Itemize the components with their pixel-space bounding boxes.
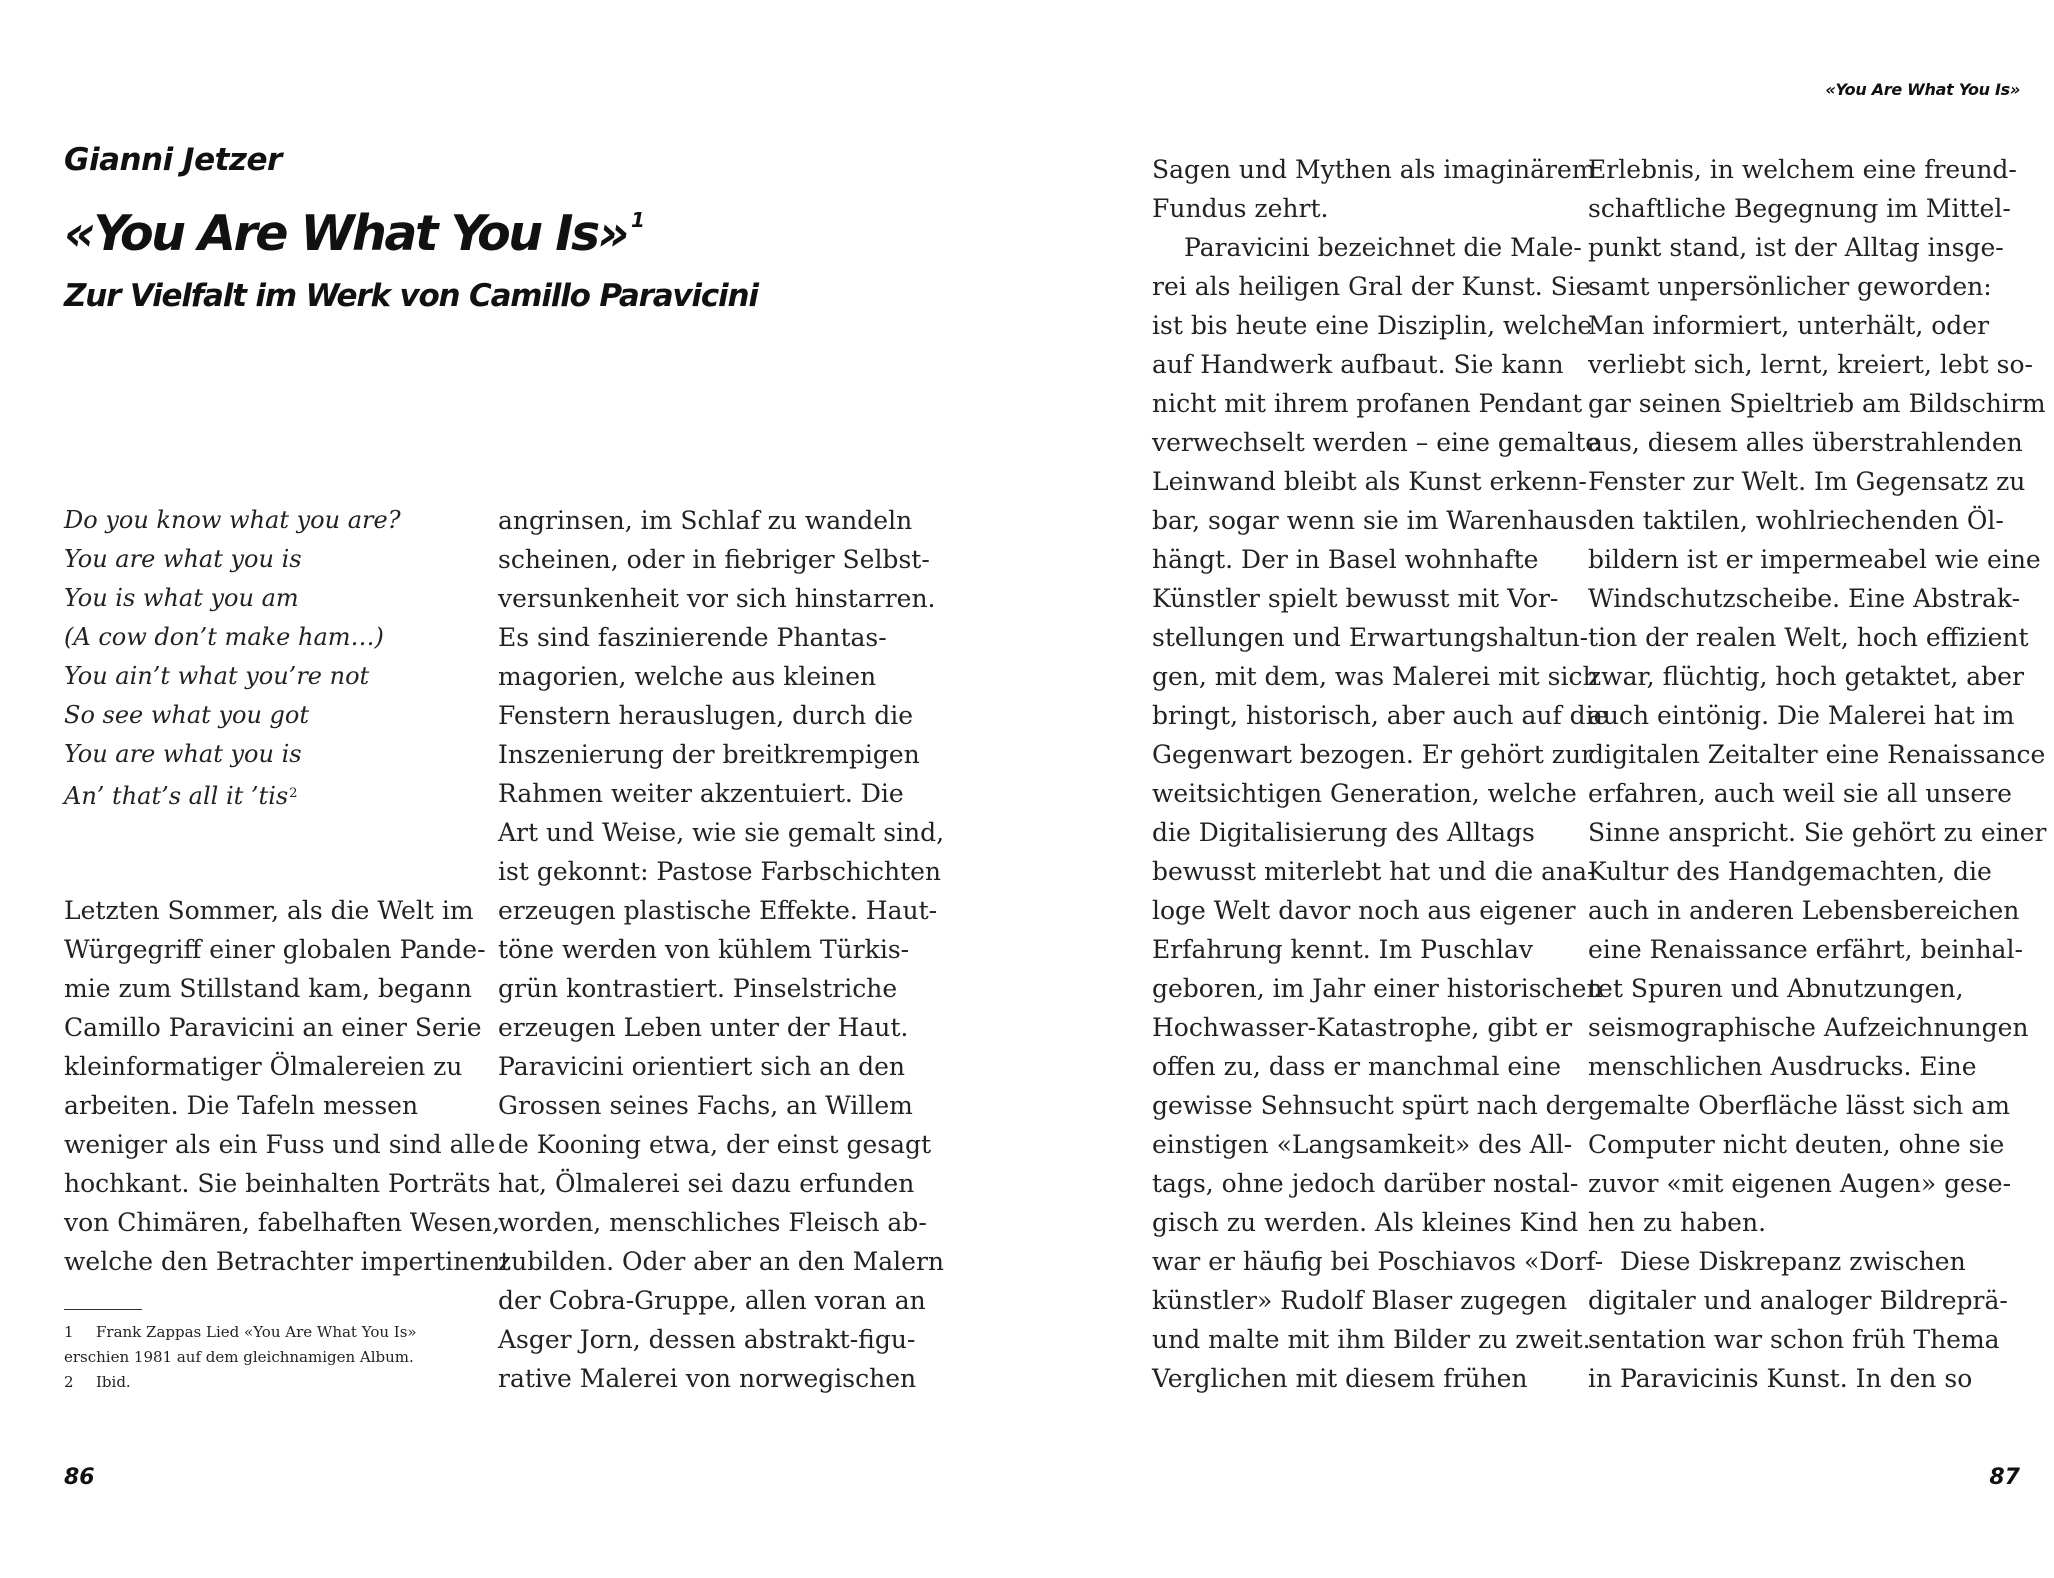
body-column-4 xyxy=(1588,150,2047,1398)
text-line: schaftliche Begegnung im Mittel- xyxy=(1588,194,2011,223)
author-name: Gianni Jetzer xyxy=(64,142,282,178)
footnote-number: 2 xyxy=(64,1373,74,1391)
text-line: menschlichen Ausdrucks. Eine xyxy=(1588,1052,1977,1081)
verse-line: You ain’t what you’re not xyxy=(64,662,370,690)
text-line: gar seinen Spieltrieb am Bildschirm xyxy=(1588,389,2046,418)
text-line: weitsichtigen Generation, welche xyxy=(1152,779,1577,808)
text-line: Kultur des Handgemachten, die xyxy=(1588,857,1992,886)
text-line: nicht mit ihrem profanen Pendant xyxy=(1152,389,1583,418)
text-line: verwechselt werden – eine gemalte xyxy=(1152,428,1601,457)
text-line: Erlebnis, in welchem eine freund- xyxy=(1588,155,2017,184)
text-line: Sagen und Mythen als imaginärem xyxy=(1152,155,1596,184)
text-line: Inszenierung der breitkrempigen xyxy=(498,740,920,769)
text-line: hochkant. Sie beinhalten Porträts xyxy=(64,1169,491,1198)
text-line: punkt stand, ist der Alltag insge- xyxy=(1588,233,2004,262)
verse-footnote-marker[interactable]: 2 xyxy=(289,786,298,801)
text-line: geboren, im Jahr einer historischen xyxy=(1152,974,1603,1003)
title-footnote-marker[interactable]: 1 xyxy=(631,207,645,232)
verse-line: You are what you is xyxy=(64,740,302,768)
text-line: Erfahrung kennt. Im Puschlav xyxy=(1152,935,1534,964)
text-line: bar, sogar wenn sie im Warenhaus xyxy=(1152,506,1588,535)
text-line: angrinsen, im Schlaf zu wandeln xyxy=(498,506,913,535)
text-line: auch in anderen Lebensbereichen xyxy=(1588,896,2020,925)
text-line-paragraph-start: Paravicini bezeichnet die Male- xyxy=(1184,233,1582,262)
text-line: hängt. Der in Basel wohnhafte xyxy=(1152,545,1539,574)
text-line: verliebt sich, lernt, kreiert, lebt so- xyxy=(1588,350,2033,379)
verse-line: You are what you is xyxy=(64,545,302,573)
text-line: ist gekonnt: Pastose Farbschichten xyxy=(498,857,942,886)
page-number-left: 86 xyxy=(64,1465,95,1490)
text-line: mie zum Stillstand kam, begann xyxy=(64,974,472,1003)
text-line: war er häufig bei Poschiavos «Dorf- xyxy=(1152,1247,1604,1276)
text-line: scheinen, oder in fiebriger Selbst- xyxy=(498,545,930,574)
text-line: die Digitalisierung des Alltags xyxy=(1152,818,1535,847)
text-line: Art und Weise, wie sie gemalt sind, xyxy=(498,818,945,847)
text-line: erzeugen Leben unter der Haut. xyxy=(498,1013,909,1042)
text-line: gewisse Sehnsucht spürt nach der xyxy=(1152,1091,1589,1120)
footnote-text: Ibid. xyxy=(96,1373,131,1391)
text-line: magorien, welche aus kleinen xyxy=(498,662,877,691)
text-line: gen, mit dem, was Malerei mit sich xyxy=(1152,662,1599,691)
text-line: auf Handwerk aufbaut. Sie kann xyxy=(1152,350,1564,379)
text-line: zuvor «mit eigenen Augen» gese- xyxy=(1588,1169,2012,1198)
text-line: Leinwand bleibt als Kunst erkenn- xyxy=(1152,467,1587,496)
text-line: offen zu, dass er manchmal eine xyxy=(1152,1052,1562,1081)
text-line: welche den Betrachter impertinent xyxy=(64,1247,511,1276)
text-line: Verglichen mit diesem frühen xyxy=(1152,1364,1528,1393)
text-line: töne werden von kühlem Türkis- xyxy=(498,935,910,964)
verse-line: You is what you am xyxy=(64,584,299,612)
text-line: erfahren, auch weil sie all unsere xyxy=(1588,779,2012,808)
text-line: Asger Jorn, dessen abstrakt-figu- xyxy=(498,1325,916,1354)
footnote-divider xyxy=(64,1309,142,1310)
text-line: Paravicini orientiert sich an den xyxy=(498,1052,906,1081)
text-line: tion der realen Welt, hoch effizient xyxy=(1588,623,2029,652)
footnote-1-continued xyxy=(64,1345,417,1370)
text-line-paragraph-start: Diese Diskrepanz zwischen xyxy=(1620,1247,1966,1276)
text-line: Letzten Sommer, als die Welt im xyxy=(64,896,474,925)
text-line: rative Malerei von norwegischen xyxy=(498,1364,917,1393)
text-line: eine Renaissance erfährt, beinhal- xyxy=(1588,935,2023,964)
footnotes xyxy=(64,1320,417,1395)
body-column-2 xyxy=(498,501,944,1398)
text-line: bildern ist er impermeabel wie eine xyxy=(1588,545,2041,574)
verse-line: (A cow don’t make ham…) xyxy=(64,623,384,651)
text-line: Grossen seines Fachs, an Willem xyxy=(498,1091,913,1120)
verse-line: So see what you got xyxy=(64,701,310,729)
article-title-text: «You Are What You Is» xyxy=(64,205,627,262)
text-line: Camillo Paravicini an einer Serie xyxy=(64,1013,482,1042)
body-column-3 xyxy=(1152,150,1608,1398)
text-line: Fenstern herauslugen, durch die xyxy=(498,701,914,730)
text-line: Hochwasser-Katastrophe, gibt er xyxy=(1152,1013,1573,1042)
text-line: seismographische Aufzeichnungen xyxy=(1588,1013,2029,1042)
text-line: Würgegriff einer globalen Pande- xyxy=(64,935,486,964)
article-subtitle: Zur Vielfalt im Werk von Camillo Paravicini xyxy=(64,278,758,314)
text-line: loge Welt davor noch aus eigener xyxy=(1152,896,1576,925)
text-line: worden, menschliches Fleisch ab- xyxy=(498,1208,927,1237)
footnote-text: erschien 1981 auf dem gleichnamigen Album. xyxy=(64,1348,414,1366)
footnote-text: Frank Zappas Lied «You Are What You Is» xyxy=(96,1323,417,1341)
text-line: digitalen Zeitalter eine Renaissance xyxy=(1588,740,2046,769)
text-line: Rahmen weiter akzentuiert. Die xyxy=(498,779,904,808)
text-line: samt unpersönlicher geworden: xyxy=(1588,272,1992,301)
text-line: tet Spuren und Abnutzungen, xyxy=(1588,974,1964,1003)
text-line: aus, diesem alles überstrahlenden xyxy=(1588,428,2023,457)
text-line: tags, ohne jedoch darüber nostal- xyxy=(1152,1169,1579,1198)
right-page xyxy=(1027,0,2054,1578)
text-line: zubilden. Oder aber an den Malern xyxy=(498,1247,944,1276)
text-line: Es sind faszinierende Phantas- xyxy=(498,623,887,652)
text-line: sentation war schon früh Thema xyxy=(1588,1325,2000,1354)
footnote-2 xyxy=(64,1370,417,1395)
text-line: der Cobra-Gruppe, allen voran an xyxy=(498,1286,926,1315)
text-line: gemalte Oberfläche lässt sich am xyxy=(1588,1091,2010,1120)
text-line: grün kontrastiert. Pinselstriche xyxy=(498,974,898,1003)
text-line: bewusst miterlebt hat und die ana- xyxy=(1152,857,1596,886)
text-line: Sinne anspricht. Sie gehört zu einer xyxy=(1588,818,2047,847)
text-line: Fundus zehrt. xyxy=(1152,194,1329,223)
text-line: und malte mit ihm Bilder zu zweit. xyxy=(1152,1325,1591,1354)
verse-line-text: An’ that’s all it ’tis xyxy=(64,782,289,810)
verse-line-last xyxy=(64,774,401,813)
text-line: künstler» Rudolf Blaser zugegen xyxy=(1152,1286,1568,1315)
body-column-1 xyxy=(64,891,510,1281)
text-line: weniger als ein Fuss und sind alle xyxy=(64,1130,496,1159)
text-line: Man informiert, unterhält, oder xyxy=(1588,311,1990,340)
page-number-right: 87 xyxy=(1989,1465,2020,1490)
text-line: Windschutzscheibe. Eine Abstrak- xyxy=(1588,584,2021,613)
text-line: hen zu haben. xyxy=(1588,1208,1767,1237)
text-line: in Paravicinis Kunst. In den so xyxy=(1588,1364,1973,1393)
text-line: Computer nicht deuten, ohne sie xyxy=(1588,1130,2005,1159)
text-line: erzeugen plastische Effekte. Haut- xyxy=(498,896,938,925)
footnote-number: 1 xyxy=(64,1323,74,1341)
text-line: den taktilen, wohlriechenden Öl- xyxy=(1588,506,2004,535)
running-head: «You Are What You Is» xyxy=(1825,80,2020,99)
text-line: Künstler spielt bewusst mit Vor- xyxy=(1152,584,1559,613)
text-line: bringt, historisch, aber auch auf die xyxy=(1152,701,1609,730)
text-line: arbeiten. Die Tafeln messen xyxy=(64,1091,419,1120)
text-line: stellungen und Erwartungshaltun- xyxy=(1152,623,1589,652)
text-line: rei als heiligen Gral der Kunst. Sie xyxy=(1152,272,1591,301)
text-line: Fenster zur Welt. Im Gegensatz zu xyxy=(1588,467,2026,496)
text-line: von Chimären, fabelhaften Wesen, xyxy=(64,1208,501,1237)
verse-line: Do you know what you are? xyxy=(64,506,401,534)
epigraph-verse xyxy=(64,501,401,813)
text-line: de Kooning etwa, der einst gesagt xyxy=(498,1130,932,1159)
text-line: einstigen «Langsamkeit» des All- xyxy=(1152,1130,1573,1159)
text-line: hat, Ölmalerei sei dazu erfunden xyxy=(498,1169,915,1198)
text-line: gisch zu werden. Als kleines Kind xyxy=(1152,1208,1579,1237)
text-line: Gegenwart bezogen. Er gehört zur xyxy=(1152,740,1593,769)
article-title xyxy=(64,205,645,262)
text-line: ist bis heute eine Disziplin, welche xyxy=(1152,311,1593,340)
text-line: digitaler und analoger Bildreprä- xyxy=(1588,1286,2008,1315)
text-line: versunkenheit vor sich hinstarren. xyxy=(498,584,936,613)
text-line: zwar, flüchtig, hoch getaktet, aber xyxy=(1588,662,2024,691)
footnote-1 xyxy=(64,1320,417,1345)
text-line: auch eintönig. Die Malerei hat im xyxy=(1588,701,2015,730)
text-line: kleinformatiger Ölmalereien zu xyxy=(64,1052,463,1081)
